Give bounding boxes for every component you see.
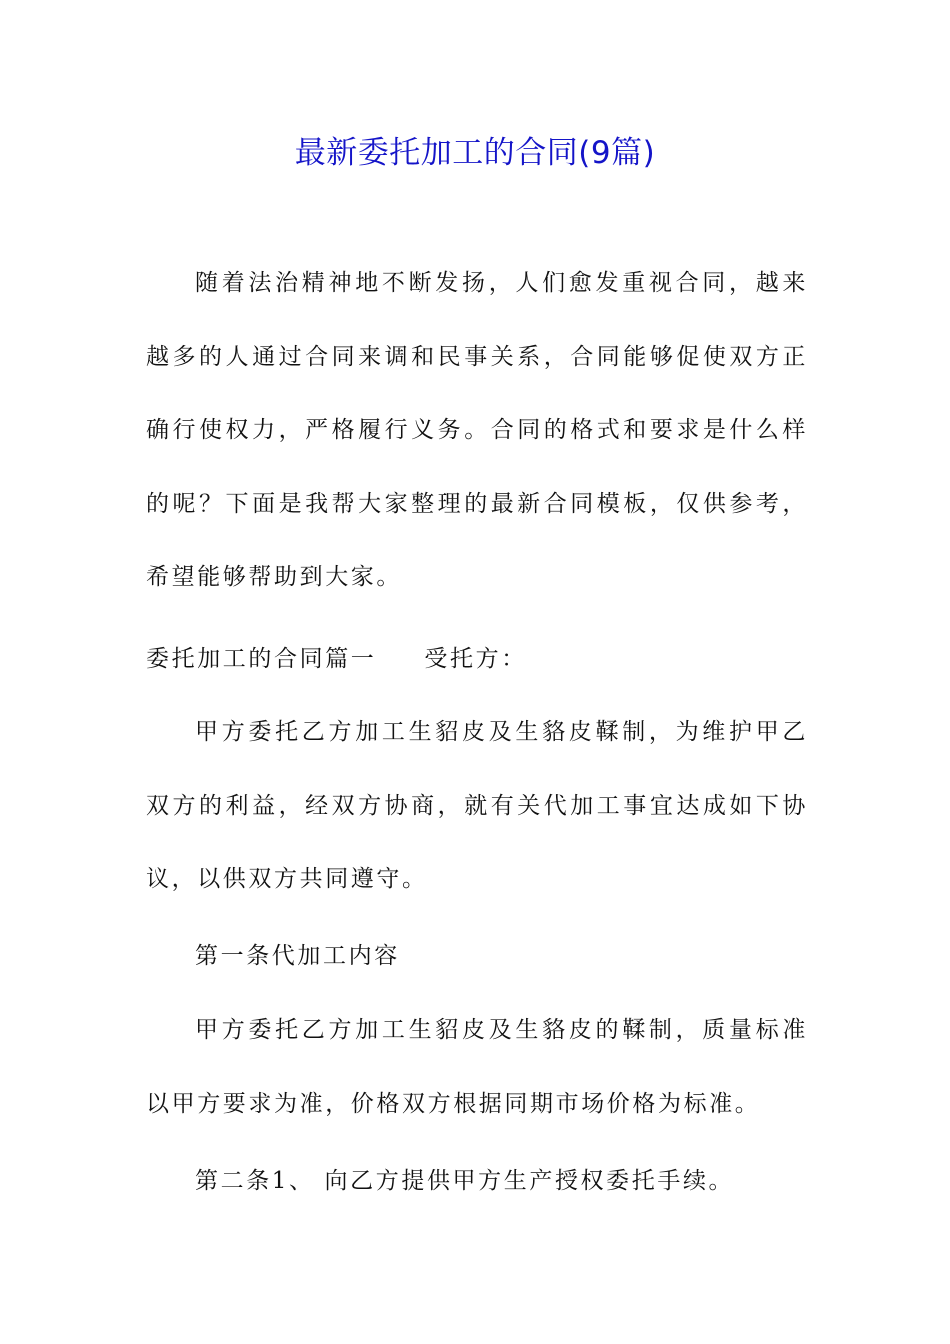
purpose-paragraph: 甲方委托乙方加工生貂皮及生貉皮鞣制，为维护甲乙双方的利益，经双方协商，就有关代加工事宜达成如下协议，以供双方共同遵守。 <box>146 719 808 893</box>
article-one-title: 第一条代加工内容 <box>195 943 400 969</box>
intro-paragraph: 随着法治精神地不断发扬，人们愈发重视合同，越来越多的人通过合同来调和民事关系，合同能够促使双方正确行使权力，严格履行义务。合同的格式和要求是什么样的呢？下面是我帮大家整理的最新合同模板，仅供参考，希望能够帮助到大家。 <box>146 270 808 591</box>
section-heading-line <box>146 639 527 679</box>
article-two-line: 第二条1、 向乙方提供甲方生产授权委托手续。 <box>195 1168 735 1194</box>
article-one-body: 甲方委托乙方加工生貂皮及生貉皮的鞣制，质量标准以甲方要求为准，价格双方根据同期市场价格为标准。 <box>146 1017 808 1117</box>
entrusted-party-label: 受托方： <box>424 646 527 672</box>
document-title: 最新委托加工的合同(9篇) <box>294 135 656 171</box>
section-heading: 委托加工的合同篇一 <box>146 646 377 672</box>
